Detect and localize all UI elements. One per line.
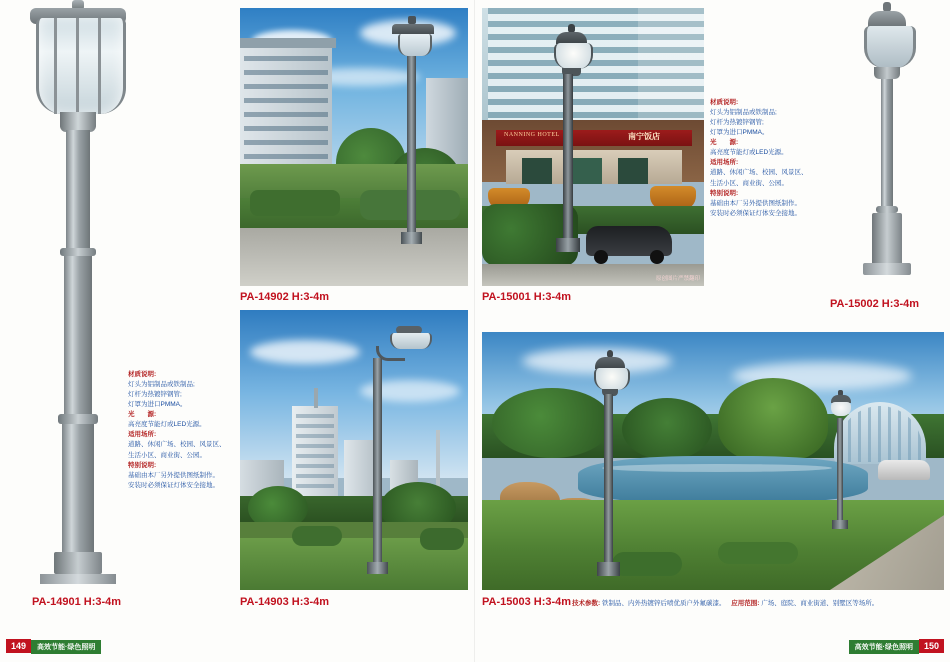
spec-material-line-3: 灯罩为进口PMMA。 [128, 401, 187, 409]
spec-block-right [710, 98, 845, 219]
page-gutter [474, 0, 475, 662]
caption-pa-15003: PA-15003 H:3-4m [482, 596, 572, 608]
photo-pa-15003 [482, 332, 944, 590]
lamp-pole-upper [66, 130, 90, 250]
page-number-left: 149 [6, 639, 31, 653]
spec-note-line-2-right: 安装时必须保证灯体安全接地。 [710, 209, 801, 217]
lamp-ring-15002 [876, 206, 898, 213]
photo-pa-14903 [240, 310, 468, 590]
caption-pa-14901: PA-14901 H:3-4m [32, 596, 122, 608]
caption-pa-14902: PA-14902 H:3-4m [240, 291, 330, 303]
hotel-sign-en: NANNING HOTEL [504, 132, 560, 138]
lamp-base-plate [40, 574, 116, 584]
caption-pa-15002: PA-15002 H:3-4m [830, 298, 920, 310]
spec-source-title-right: 光 源: [710, 139, 739, 147]
lamp-diffuser-15002 [864, 26, 916, 68]
spec-material-title: 材质说明: [128, 371, 157, 378]
spec-note-line-1-right: 基础由本厂另外提供图纸制作。 [710, 199, 801, 207]
footer-right-text: 高效节能·绿色照明 [849, 640, 919, 654]
spec-usage-line-2: 生活小区、商业街、公园。 [128, 451, 206, 459]
photo-pa-15001 [482, 8, 704, 286]
lamp-ring-2 [58, 414, 98, 424]
footer-left-text: 高效节能·绿色照明 [31, 640, 101, 654]
lamp-pole-lower [62, 424, 94, 554]
lamp-ribs [36, 18, 120, 114]
spec-note-line-2: 安装时必须保证灯体安全接地。 [128, 481, 219, 489]
spec-source-line-1-right: 高亮度节能灯或LED光源。 [710, 149, 788, 157]
lamp-pole-mid [64, 256, 92, 416]
lamp-drawing-pa-15002 [830, 0, 950, 300]
spec-usage-title: 适用场所: [128, 431, 157, 439]
lamp-pole-15002 [881, 79, 893, 209]
spec-material-line-1-right: 灯头为铝制品或铁制品; [710, 109, 777, 117]
spec-source-title: 光 源: [128, 411, 157, 419]
spec-material-line-2-right: 灯杆为热镀锌钢管; [710, 119, 764, 127]
usage-range-text: 广场、庭院、商业街道、别墅区等场所。 [761, 600, 879, 607]
spec-usage-line-1: 道路、休闲广场、校园、风景区、 [128, 441, 226, 449]
caption-pa-15001: PA-15001 H:3-4m [482, 291, 572, 303]
lamp-base [54, 552, 102, 574]
spec-note-title-right: 特别说明: [710, 189, 739, 197]
lamp-ring-1 [60, 248, 96, 256]
spec-usage-line-2-right: 生活小区、商业街、公园。 [710, 179, 788, 187]
spec-material-line-2: 灯杆为热镀锌钢管; [128, 391, 182, 399]
tech-params-text: 铁制品、内外热镀锌后喷优质户外氟碳漆。 [601, 600, 726, 607]
spec-material-title-right: 材质说明: [710, 99, 739, 106]
spec-material-line-3-right: 灯罩为进口PMMA。 [710, 129, 769, 137]
lamp-base-15002 [872, 213, 902, 265]
lamp-neck [60, 112, 96, 132]
page-number-right: 150 [919, 639, 944, 653]
usage-range-title: 应用范围: [731, 600, 760, 607]
spec-source-line-1: 高亮度节能灯或LED光源。 [128, 421, 206, 429]
lamp-drawing-pa-14901 [0, 0, 160, 600]
photo-pa-14902 [240, 8, 468, 286]
tech-params-title: 技术参数: [572, 600, 601, 607]
footer-right [849, 639, 944, 654]
footer-left [6, 639, 101, 654]
spec-material-line-1: 灯头为铝制品或铁制品; [128, 381, 195, 389]
photo-watermark: 原创图片严禁翻印 [655, 276, 700, 282]
spec-usage-title-right: 适用场所: [710, 159, 739, 167]
pa15003-notes [572, 598, 878, 607]
caption-pa-14903: PA-14903 H:3-4m [240, 596, 330, 608]
spec-usage-line-1-right: 道路、休闲广场、校园、风景区、 [710, 169, 808, 177]
lamp-base-plate-15002 [863, 263, 911, 275]
spec-note-title: 特别说明: [128, 461, 157, 469]
hotel-sign-cn: 南宁饭店 [628, 132, 660, 141]
spec-note-line-1: 基础由本厂另外提供图纸制作。 [128, 471, 219, 479]
